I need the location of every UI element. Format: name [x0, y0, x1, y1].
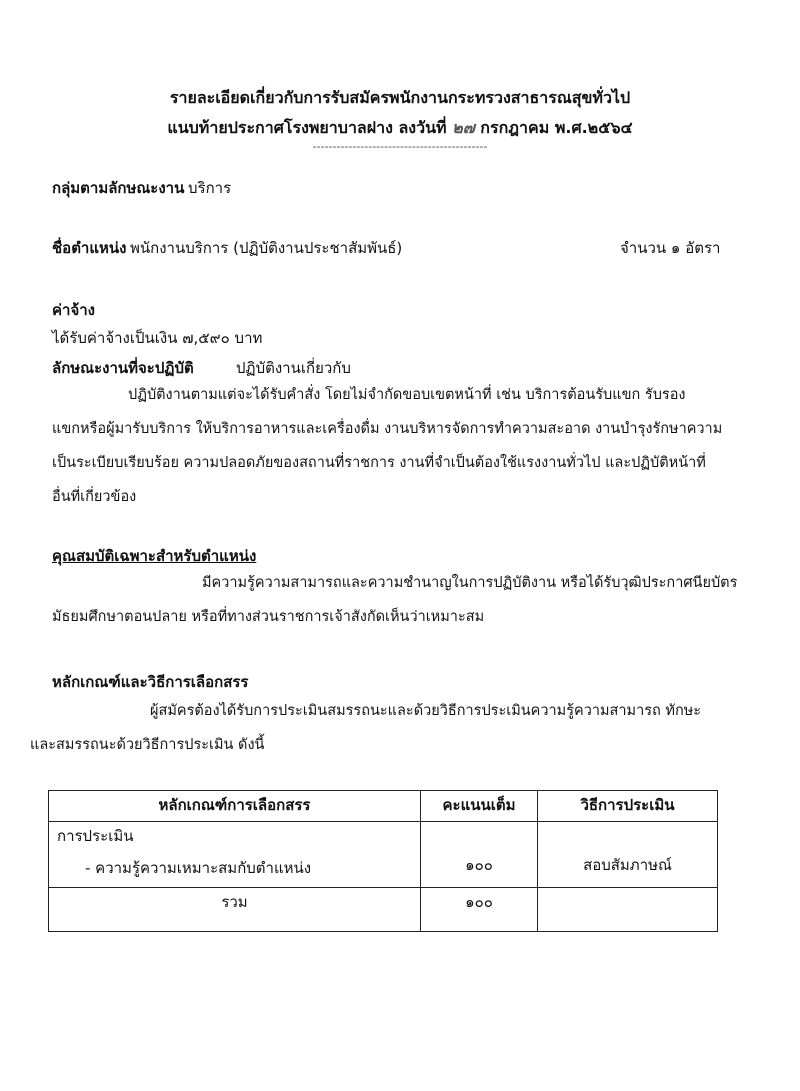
criteria-cell: [49, 822, 421, 888]
wage-value: ได้รับค่าจ้างเป็นเงิน ๗,๕๙๐ บาท: [52, 329, 263, 347]
table-header: วิธีการประเมิน: [538, 791, 718, 822]
subtitle-suffix: กรกฎาคม พ.ศ.๒๕๖๔: [480, 118, 633, 137]
position-label: ชื่อตำแหน่ง: [52, 239, 127, 257]
selection-criteria-table: [48, 790, 718, 932]
duties-line: เป็นระเบียบเรียบร้อย ความปลอดภัยของสถานที่ราชการ งานที่จำเป็นต้องใช้แรงงานทั่วไป และปฏิบัติหน้าที่: [52, 455, 706, 471]
table-row: [49, 822, 718, 888]
qualifications-line: มีความรู้ความสามารถและความชำนาญในการปฏิบัติงาน หรือได้รับวุฒิประกาศนียบัตร: [202, 575, 738, 591]
duties-line: อื่นที่เกี่ยวข้อง: [52, 489, 137, 505]
table-header: คะแนนเต็ม: [421, 791, 538, 822]
subtitle-prefix: แนบท้ายประกาศโรงพยาบาลฝาง ลงวันที่: [167, 118, 447, 137]
selection-label: หลักเกณฑ์และวิธีการเลือกสรร: [52, 673, 249, 691]
duties-intro: ปฏิบัติงานเกี่ยวกับ: [236, 359, 351, 377]
method-cell: สอบสัมภาษณ์: [538, 822, 718, 888]
duties-line: แขกหรือผู้มารับบริการ ให้บริการอาหารและเครื่องดื่ม งานบริหารจัดการทำความสะอาด งานบำรุงรักษาความ: [52, 421, 723, 437]
score-cell: ๑๐๐: [421, 822, 538, 888]
criteria-section: การประเมิน: [57, 827, 134, 845]
qualifications-line: มัธยมศึกษาตอนปลาย หรือที่ทางส่วนราชการเจ้าสังกัดเห็นว่าเหมาะสม: [52, 609, 485, 625]
table-header: หลักเกณฑ์การเลือกสรร: [49, 791, 421, 822]
criteria-item: - ความรู้ความเหมาะสมกับตำแหน่ง: [85, 859, 312, 877]
qualifications-text: [52, 566, 792, 634]
table-total-row: [49, 888, 718, 932]
group-label: กลุ่มตามลักษณะงาน: [52, 179, 185, 197]
selection-line: ผู้สมัครต้องได้รับการประเมินสมรรถนะและด้วยวิธีการประเมินความรู้ความสามารถ ทักษะ: [150, 703, 702, 719]
duties-text: [52, 378, 792, 514]
divider: --------------------------------------------: [312, 140, 488, 153]
handwritten-date: ๒๗: [452, 118, 475, 137]
empty-cell: [538, 888, 718, 932]
table-header-row: [49, 791, 718, 822]
position-value: พนักงานบริการ (ปฏิบัติงานประชาสัมพันธ์): [130, 239, 403, 257]
qualifications-label: คุณสมบัติเฉพาะสำหรับตำแหน่ง: [52, 547, 257, 565]
doc-title: รายละเอียดเกี่ยวกับการรับสมัครพนักงานกระทรวงสาธารณสุขทั่วไป: [169, 88, 631, 107]
doc-subtitle: [0, 116, 800, 141]
total-score: ๑๐๐: [421, 888, 538, 932]
duties-label: ลักษณะงานที่จะปฏิบัติ: [52, 359, 194, 377]
group-value: บริการ: [188, 179, 232, 197]
total-label: รวม: [49, 888, 421, 932]
selection-text: [30, 694, 800, 762]
duties-line: ปฏิบัติงานตามแต่จะได้รับคำสั่ง โดยไม่จำกัดขอบเขตหน้าที่ เช่น บริการต้อนรับแขก รับรอง: [128, 387, 686, 403]
selection-line: และสมรรถนะด้วยวิธีการประเมิน ดังนี้: [30, 737, 265, 753]
wage-label: ค่าจ้าง: [52, 301, 95, 319]
position-count: จำนวน ๑ อัตรา: [620, 239, 721, 257]
